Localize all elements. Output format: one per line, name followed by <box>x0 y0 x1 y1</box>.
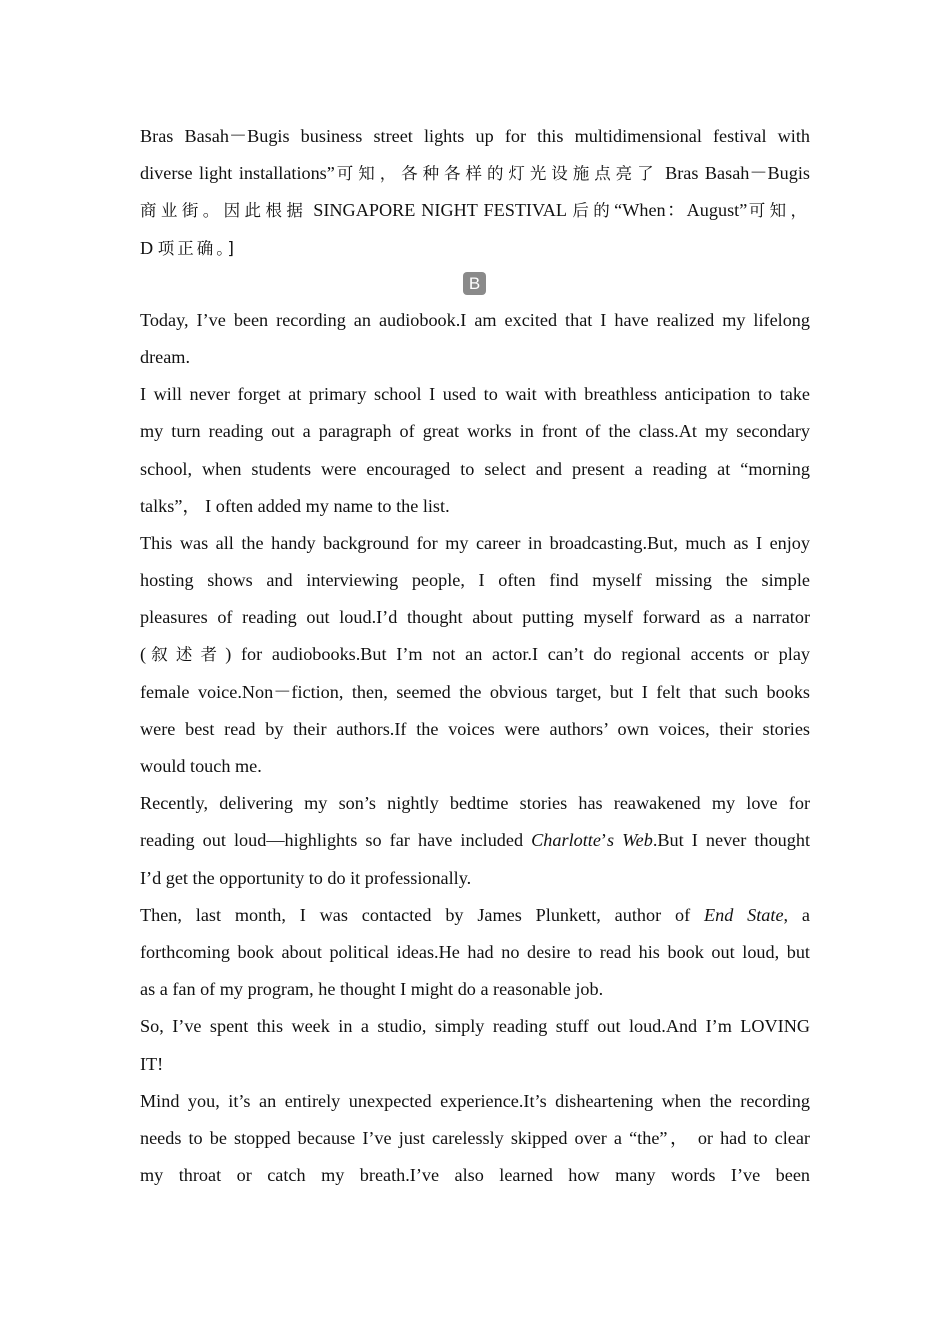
text-line <box>140 822 810 859</box>
document-page <box>140 118 810 1194</box>
text-span-cjk: 可知， <box>747 201 811 221</box>
text-line: dream. <box>140 346 190 367</box>
text-line: pleasures of reading out loud.I’d thought about putting myself forward as a narrator <box>140 607 810 628</box>
book-title: s Web <box>606 830 653 851</box>
text-line: were best read by their authors.If the voices were authors’ own voices, their stories <box>140 718 810 739</box>
text-line <box>140 897 810 934</box>
text-line: Today, I’ve been recording an audiobook.I am excited that I have realized my lifelong <box>140 309 810 330</box>
text-line <box>140 192 810 229</box>
text-line: my throat or catch my breath.I’ve also learned how many words I’ve been <box>140 1165 810 1186</box>
text-span: ) for audiobooks.But I’m not an actor.I can’t do regional accents or play <box>225 644 811 665</box>
text-span: Bras Basah－Bugis <box>658 163 810 184</box>
text-line: needs to be stopped because I’ve just carelessly skipped over a “the”， or had to clear <box>140 1127 810 1148</box>
text-line: This was all the handy background for my career in broadcasting.But, much as I enjoy <box>140 532 810 553</box>
text-line: Recently, delivering my son’s nightly bedtime stories has reawakened my love for <box>140 793 810 814</box>
text-span-cjk: 后的 <box>572 201 615 221</box>
text-line: Mind you, it’s an entirely unexpected experience.It’s disheartening when the recording <box>140 1090 810 1111</box>
text-line: female voice.Non－fiction, then, seemed the obvious target, but I felt that such books <box>140 681 810 702</box>
text-line: school, when students were encouraged to select and present a reading at “morning <box>140 458 810 479</box>
text-line: So, I’ve spent this week in a studio, simply reading stuff out loud.And I’m LOVING <box>140 1016 810 1037</box>
section-badge: B <box>463 272 486 295</box>
answer-explanation <box>140 118 810 267</box>
text-span-cjk: 可知，各种各样的灯光设施点亮了 <box>334 164 659 184</box>
text-line: my turn reading out a paragraph of great works in front of the class.At my secondary <box>140 421 810 442</box>
text-span: D <box>140 237 158 258</box>
text-line: I’d get the opportunity to do it professionally. <box>140 867 472 888</box>
text-span: ’ <box>600 830 607 851</box>
text-line: forthcoming book about political ideas.He had no desire to read his book out loud, but <box>140 941 810 962</box>
text-line: would touch me. <box>140 756 262 776</box>
text-line <box>140 230 810 267</box>
text-span: Then, last month, I was contacted by James Plunkett, author of <box>140 904 704 925</box>
text-span-cjk: 叙述者 <box>146 645 226 665</box>
text-line: talks”， I often added my name to the list. <box>140 495 450 516</box>
text-line <box>140 636 810 673</box>
book-title: End State <box>704 904 784 925</box>
reading-passage <box>140 302 810 1195</box>
text-line: as a fan of my program, he thought I might do a reasonable job. <box>140 979 604 1000</box>
text-span: ( <box>140 644 147 665</box>
text-span-cjk: 项正确。] <box>157 238 237 258</box>
text-span: “When：August” <box>614 200 748 221</box>
text-line: hosting shows and interviewing people, I often find myself missing the simple <box>140 570 810 591</box>
text-span-cjk: 商业街。因此根据 <box>140 201 308 221</box>
text-line: Bras Basah－Bugis business street lights up for this multidimensional festival with <box>140 126 810 146</box>
text-line: I will never forget at primary school I used to wait with breathless anticipation to take <box>140 384 810 405</box>
text-span: SINGAPORE NIGHT FESTIVAL <box>307 200 573 221</box>
text-span: reading out loud—highlights so far have included <box>140 830 532 851</box>
text-line <box>140 155 810 192</box>
text-span: .But I never thought <box>652 830 810 851</box>
section-header <box>140 267 810 302</box>
book-title: Charlotte <box>531 830 601 851</box>
text-span: diverse light installations” <box>140 163 335 184</box>
text-span: , a <box>783 904 810 925</box>
text-line: IT! <box>140 1053 164 1074</box>
